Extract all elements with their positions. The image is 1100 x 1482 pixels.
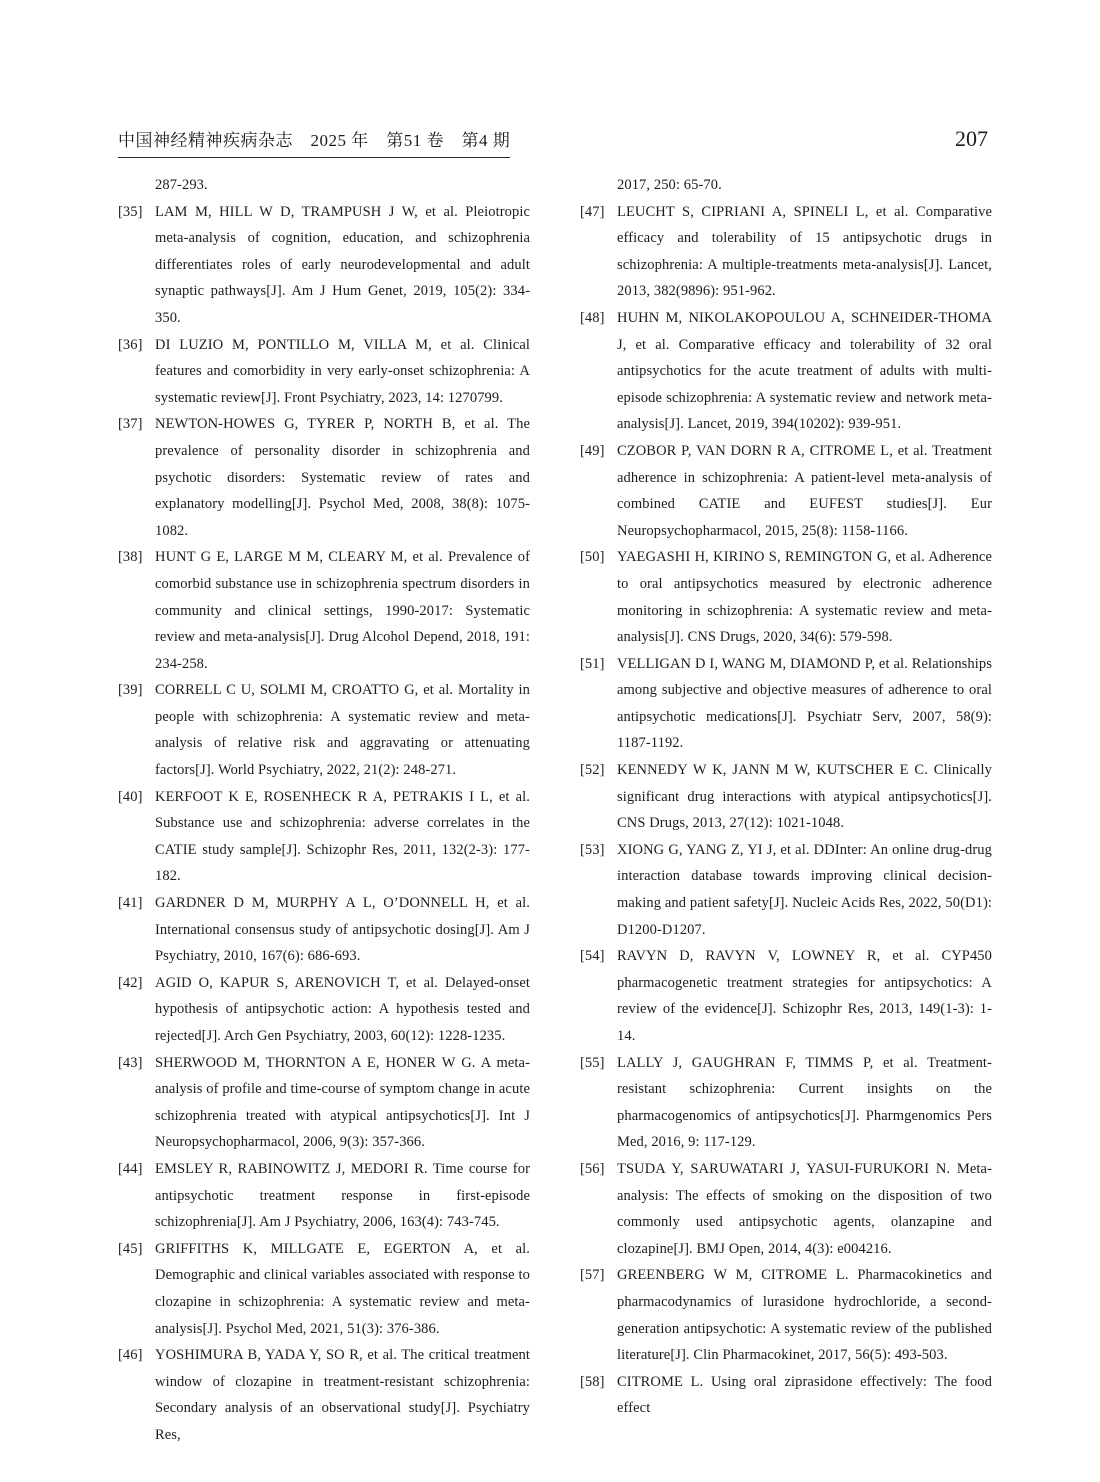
reference-text: VELLIGAN D I, WANG M, DIAMOND P, et al. Relationships among subjective and objective measures of adherence to oral antipsychotic medications[J]. Psychiatr Serv, 2007, 58(9): 1187-1192.: [617, 655, 992, 752]
reference-number: [38]: [118, 549, 143, 566]
reference-item: [580, 1156, 992, 1262]
reference-number: [39]: [118, 682, 143, 699]
reference-text: HUNT G E, LARGE M M, CLEARY M, et al. Prevalence of comorbid substance use in schizophrenia spectrum disorders in community and clinical settings, 1990-2017: Systematic review and meta-analysis[J]. Drug Alcohol Depend, 2018, 191: 234-258.: [155, 549, 530, 672]
reference-number: [58]: [580, 1373, 605, 1390]
reference-number: [47]: [580, 203, 605, 220]
reference-continuation: 2017, 250: 65-70.: [617, 177, 722, 193]
reference-item: [580, 757, 992, 837]
reference-number: [36]: [118, 336, 143, 353]
reference-number: [57]: [580, 1267, 605, 1284]
reference-number: [50]: [580, 549, 605, 566]
reference-item: [580, 305, 992, 438]
right-column: [580, 172, 992, 1449]
reference-number: [48]: [580, 309, 605, 326]
reference-item: [580, 943, 992, 1049]
journal-title-header: 中国神经精神疾病杂志 2025 年 第51 卷 第4 期: [118, 126, 510, 158]
reference-item: [580, 438, 992, 544]
reference-number: [56]: [580, 1160, 605, 1177]
reference-text: GARDNER D M, MURPHY A L, O’DONNELL H, et al. International consensus study of antipsychotic dosing[J]. Am J Psychiatry, 2010, 167(6): 686-693.: [155, 895, 530, 965]
left-column: [118, 172, 530, 1449]
reference-item: [118, 890, 530, 970]
reference-item: [118, 411, 530, 544]
reference-text: TSUDA Y, SARUWATARI J, YASUI-FURUKORI N. Meta-analysis: The effects of smoking on the disposition of two commonly used antipsychotic agents, olanzapine and clozapine[J]. BMJ Open, 2014, 4(3): e004216.: [617, 1160, 992, 1257]
reference-item: [118, 1342, 530, 1448]
reference-item: [580, 1262, 992, 1368]
reference-item: [118, 970, 530, 1050]
reference-item: [118, 199, 530, 332]
references-section: [118, 172, 992, 1449]
reference-item: [580, 199, 992, 305]
reference-text: LEUCHT S, CIPRIANI A, SPINELI L, et al. Comparative efficacy and tolerability of 15 antipsychotic drugs in schizophrenia: A multiple-treatments meta-analysis[J]. Lancet, 2013, 382(9896): 951-962.: [617, 203, 992, 300]
reference-number: [54]: [580, 948, 605, 965]
reference-text: CORRELL C U, SOLMI M, CROATTO G, et al. Mortality in people with schizophrenia: A systematic review and meta-analysis of relative risk and aggravating or attenuating factors[J]. World Psychiatry, 2022, 21(2): 248-271.: [155, 682, 530, 779]
reference-number: [53]: [580, 841, 605, 858]
reference-number: [49]: [580, 442, 605, 459]
reference-item: [580, 544, 992, 650]
reference-text: YOSHIMURA B, YADA Y, SO R, et al. The critical treatment window of clozapine in treatment-resistant schizophrenia: Secondary analysis of an observational study[J]. Psychiatry Res,: [155, 1347, 530, 1443]
reference-text: DI LUZIO M, PONTILLO M, VILLA M, et al. Clinical features and comorbidity in very early-onset schizophrenia: A systematic review[J]. Front Psychiatry, 2023, 14: 1270799.: [155, 336, 530, 406]
reference-number: [35]: [118, 203, 143, 220]
reference-text: CZOBOR P, VAN DORN R A, CITROME L, et al. Treatment adherence in schizophrenia: A patient-level meta-analysis of combined CATIE and EUFEST studies[J]. Eur Neuropsychopharmacol, 2015, 25(8): 1158-1166.: [617, 442, 992, 539]
reference-text: KENNEDY W K, JANN M W, KUTSCHER E C. Clinically significant drug interactions with atypical antipsychotics[J]. CNS Drugs, 2013, 27(12): 1021-1048.: [617, 762, 992, 832]
page-header: [118, 126, 988, 158]
reference-number: [46]: [118, 1347, 143, 1364]
reference-number: [51]: [580, 655, 605, 672]
reference-number: [42]: [118, 974, 143, 991]
reference-item: [580, 1050, 992, 1156]
reference-item: [580, 1369, 992, 1422]
reference-number: [41]: [118, 895, 143, 912]
reference-text: CITROME L. Using oral ziprasidone effectively: The food effect: [617, 1373, 992, 1417]
reference-item: [118, 1156, 530, 1236]
reference-text: KERFOOT K E, ROSENHECK R A, PETRAKIS I L, et al. Substance use and schizophrenia: adverse correlates in the CATIE study sample[J]. Schizophr Res, 2011, 132(2-3): 177-182.: [155, 788, 530, 885]
reference-text: NEWTON-HOWES G, TYRER P, NORTH B, et al. The prevalence of personality disorder in schizophrenia and psychotic disorders: Systematic review of rates and explanatory modelling[J]. Psychol Med, 2008, 38(8): 1075-1082.: [155, 416, 530, 539]
reference-text: YAEGASHI H, KIRINO S, REMINGTON G, et al. Adherence to oral antipsychotics measured by electronic adherence monitoring in schizophrenia: A systematic review and meta-analysis[J]. CNS Drugs, 2020, 34(6): 579-598.: [617, 549, 992, 646]
reference-text: LAM M, HILL W D, TRAMPUSH J W, et al. Pleiotropic meta-analysis of cognition, education, and schizophrenia differentiates roles of early neurodevelopmental and adult synaptic pathways[J]. Am J Hum Genet, 2019, 105(2): 334-350.: [155, 203, 530, 326]
reference-text: HUHN M, NIKOLAKOPOULOU A, SCHNEIDER-THOMA J, et al. Comparative efficacy and tolerability of 32 oral antipsychotics for the acute treatment of adults with multi-episode schizophrenia: A systematic review and network meta-analysis[J]. Lancet, 2019, 394(10202): 939-951.: [617, 309, 992, 433]
reference-text: XIONG G, YANG Z, YI J, et al. DDInter: An online drug-drug interaction database towards improving clinical decision-making and patient safety[J]. Nucleic Acids Res, 2022, 50(D1): D1200-D1207.: [617, 841, 992, 938]
reference-number: [43]: [118, 1054, 143, 1071]
reference-text: EMSLEY R, RABINOWITZ J, MEDORI R. Time course for antipsychotic treatment response in first-episode schizophrenia[J]. Am J Psychiatry, 2006, 163(4): 743-745.: [155, 1160, 530, 1231]
reference-number: [45]: [118, 1240, 143, 1257]
reference-item: [118, 677, 530, 783]
reference-text: GRIFFITHS K, MILLGATE E, EGERTON A, et al. Demographic and clinical variables associated with response to clozapine in schizophrenia: A systematic review and meta-analysis[J]. Psychol Med, 2021, 51(3): 376-386.: [155, 1240, 530, 1337]
reference-text: GREENBERG W M, CITROME L. Pharmacokinetics and pharmacodynamics of lurasidone hydrochloride, a second-generation antipsychotic: A systematic review of the published literature[J]. Clin Pharmacokinet, 2017, 56(5): 493-503.: [617, 1267, 992, 1364]
reference-item: [118, 1050, 530, 1156]
reference-text: SHERWOOD M, THORNTON A E, HONER W G. A meta-analysis of profile and time-course of symptom change in acute schizophrenia treated with atypical antipsychotics[J]. Int J Neuropsychopharmacol, 2006, 9(3): 357-366.: [155, 1054, 530, 1151]
reference-item: [118, 1236, 530, 1342]
page-number: 207: [955, 126, 988, 151]
reference-text: LALLY J, GAUGHRAN F, TIMMS P, et al. Treatment-resistant schizophrenia: Current insights on the pharmacogenomics of antipsychotics[J]. Pharmgenomics Pers Med, 2016, 9: 117-129.: [617, 1054, 992, 1151]
reference-item: [580, 651, 992, 757]
reference-number: [44]: [118, 1160, 143, 1177]
reference-item: [118, 784, 530, 890]
reference-item: [118, 544, 530, 677]
reference-item: [118, 332, 530, 412]
reference-number: [52]: [580, 762, 605, 779]
reference-continuation: 287-293.: [155, 177, 208, 193]
reference-number: [55]: [580, 1054, 605, 1071]
reference-item: [580, 837, 992, 943]
reference-number: [40]: [118, 788, 143, 805]
reference-text: AGID O, KAPUR S, ARENOVICH T, et al. Delayed-onset hypothesis of antipsychotic action: A hypothesis tested and rejected[J]. Arch Gen Psychiatry, 2003, 60(12): 1228-1235.: [155, 974, 530, 1044]
reference-number: [37]: [118, 416, 143, 433]
reference-text: RAVYN D, RAVYN V, LOWNEY R, et al. CYP450 pharmacogenetic treatment strategies for antipsychotics: A review of the evidence[J]. Schizophr Res, 2013, 149(1-3): 1-14.: [617, 948, 992, 1044]
